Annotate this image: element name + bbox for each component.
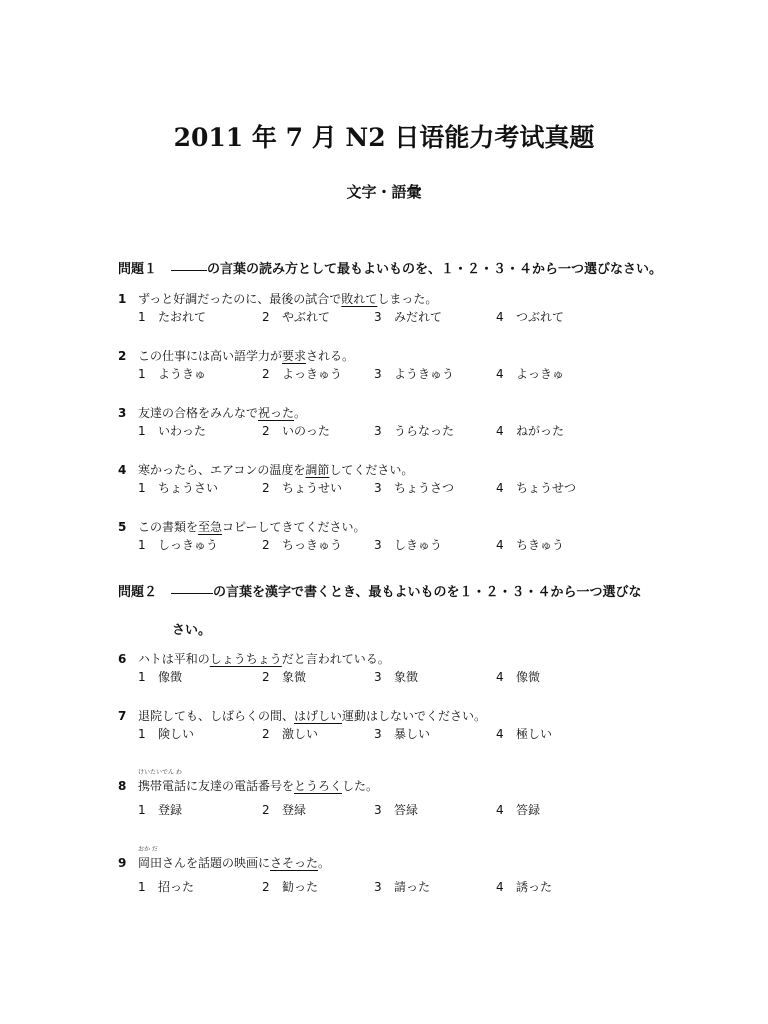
option-1[interactable]: 1 登録 [138,803,183,817]
question-text-post: しまった。 [377,292,438,306]
option-3[interactable]: 3 答緑 [374,803,419,817]
option-3[interactable]: 3 象徴 [374,670,419,684]
page-subtitle: 文字・語彙 [346,183,422,201]
option-3[interactable]: 3 みだれて [374,310,443,324]
question-number: 5 [118,520,127,534]
question-text-pre: 携帯電話に友達の電話番号を [138,779,295,793]
question-target-word: はげしい [294,709,343,723]
options-row-7 [138,725,618,741]
option-2[interactable]: 2 ちっきゅう [262,538,343,552]
option-text: うらなった [394,424,455,438]
question-number: 2 [118,349,127,363]
options-row-1 [138,308,618,324]
option-4[interactable]: 4 答録 [496,803,541,817]
question-number: 4 [118,463,127,477]
option-text: つぶれて [516,310,565,324]
question-target-word: 要求 [282,349,307,363]
option-4[interactable]: 4 ちょうせつ [496,481,577,495]
question-number: 8 [118,779,127,793]
option-1[interactable]: 1 しっきゅう [138,538,219,552]
option-4[interactable]: 4 極しい [496,727,553,741]
option-text: 象徴 [394,670,419,684]
section-label: 問題２ [118,585,158,600]
option-text: いわった [158,424,206,438]
option-2[interactable]: 2 登緑 [262,803,307,817]
question-target-word: 至急 [198,520,223,534]
question-number: 6 [118,652,127,666]
option-text: ちょうさい [158,481,219,495]
option-3[interactable]: 3 うらなった [374,424,455,438]
question-3 [118,404,306,421]
option-text: 勧った [282,880,319,894]
option-text: 誘った [516,880,553,894]
options-row-9 [138,878,618,894]
section-label: 問題１ [118,262,158,277]
section-instruction-cont: さい。 [172,623,212,638]
option-text: 答緑 [394,803,419,817]
question-number: 7 [118,709,127,723]
option-3[interactable]: 3 暴しい [374,727,431,741]
question-text-post: される。 [306,349,355,363]
question-text-pre: 寒かったら、エアコンの温度を [138,463,306,477]
option-text: ちっきゅう [282,538,343,552]
question-text-pre: ハトは平和の [138,652,210,666]
option-text: 像微 [516,670,541,684]
option-text: 暴しい [394,727,431,741]
question-text-pre: ずっと好調だったのに、最後の試合で [138,292,342,306]
option-text: 象微 [282,670,307,684]
option-1[interactable]: 1 たおれて [138,310,207,324]
question-9 [118,854,330,871]
question-5 [118,518,366,535]
option-text: ちょうさつ [394,481,455,495]
question-6 [118,650,390,667]
option-text: 登録 [158,803,183,817]
option-text: いのった [282,424,330,438]
option-2[interactable]: 2 よっきゅう [262,367,343,381]
options-row-8 [138,801,618,817]
question-text-pre: 退院しても、しばらくの間、 [138,709,295,723]
option-text: 登緑 [282,803,307,817]
question-text-post: 。 [294,406,307,420]
option-3[interactable]: 3 ようきゅう [374,367,455,381]
option-1[interactable]: 1 ちょうさい [138,481,219,495]
option-text: 答録 [516,803,541,817]
option-text: たおれて [158,310,207,324]
question-4 [118,461,413,478]
option-text: ちょうせい [282,481,343,495]
option-text: ようきゅ [158,367,207,381]
question-text-post: だと言われている。 [281,652,390,666]
option-text: ようきゅう [394,367,455,381]
question-target-word: 調節 [305,463,330,477]
options-row-6 [138,668,618,684]
option-text: よっきゅ [516,367,565,381]
option-1[interactable]: 1 険しい [138,727,195,741]
option-2[interactable]: 2 勧った [262,880,319,894]
option-1[interactable]: 1 像徴 [138,670,183,684]
blank-underline [171,593,213,594]
option-text: 険しい [158,727,195,741]
question-7 [118,707,486,724]
option-1[interactable]: 1 ようきゅ [138,367,207,381]
options-row-3 [138,422,618,438]
question-text-post: コピーしてきてください。 [222,520,366,534]
furigana: おか だ [138,846,158,853]
question-2 [118,347,354,364]
option-text: 極しい [516,727,553,741]
option-text: 請った [394,880,431,894]
option-text: 像徴 [158,670,183,684]
option-2[interactable]: 2 いのった [262,424,330,438]
option-2[interactable]: 2 激しい [262,727,319,741]
option-4[interactable]: 4 よっきゅ [496,367,565,381]
option-4[interactable]: 4 ちきゅう [496,538,565,552]
question-1 [118,290,437,307]
question-target-word: 敗れて [341,292,378,306]
option-3[interactable]: 3 ちょうさつ [374,481,455,495]
question-text-post: した。 [342,779,379,793]
section-instruction: の言葉の読み方として最もよいものを、１・２・３・４から一つ選びなさい。 [207,262,663,277]
option-text: しきゅう [394,538,443,552]
question-target-word: とうろく [294,779,343,793]
option-4[interactable]: 4 像微 [496,670,541,684]
page-title: 2011 年 7 月 N2 日语能力考试真题 [173,123,595,152]
question-text-pre: 友達の合格をみんなで [138,406,259,420]
option-3[interactable]: 3 請った [374,880,431,894]
options-row-4 [138,479,618,495]
furigana: けいたいでん わ [138,769,182,776]
question-target-word: しょうちょう [209,652,282,666]
question-text-post: 。 [318,856,331,870]
question-text-pre: 岡田さんを話題の映画に [138,856,271,870]
option-text: しっきゅう [158,538,219,552]
option-2[interactable]: 2 やぶれて [262,310,331,324]
option-text: ちきゅう [516,538,565,552]
question-number: 3 [118,406,127,420]
option-text: ねがった [516,424,565,438]
question-text-post: してください。 [329,463,414,477]
option-4[interactable]: 4 誘った [496,880,553,894]
question-text-pre: この書類を [138,520,199,534]
option-2[interactable]: 2 象微 [262,670,307,684]
options-row-2 [138,365,618,381]
option-text: 激しい [282,727,319,741]
option-3[interactable]: 3 しきゅう [374,538,443,552]
option-1[interactable]: 1 いわった [138,424,206,438]
option-1[interactable]: 1 招った [138,880,195,894]
blank-underline [171,270,207,271]
question-number: 9 [118,856,127,870]
question-target-word: さそった [270,856,319,870]
option-text: みだれて [394,310,443,324]
option-text: よっきゅう [282,367,343,381]
option-text: 招った [158,880,195,894]
question-8 [118,777,378,794]
question-text-pre: この仕事には高い語学力が [138,349,283,363]
question-target-word: 祝った [258,406,295,420]
option-text: ちょうせつ [516,481,577,495]
question-number: 1 [118,292,127,306]
option-4[interactable]: 4 ねがった [496,424,565,438]
option-2[interactable]: 2 ちょうせい [262,481,343,495]
question-text-post: 運動はしないでください。 [342,709,487,723]
section-instruction: の言葉を漢字で書くとき、最もよいものを１・２・３・４から一つ選びな [213,585,642,600]
options-row-5 [138,536,618,552]
section-heading-2 [118,581,642,600]
section-heading-1 [118,258,662,277]
option-text: やぶれて [282,310,331,324]
option-4[interactable]: 4 つぶれて [496,310,565,324]
